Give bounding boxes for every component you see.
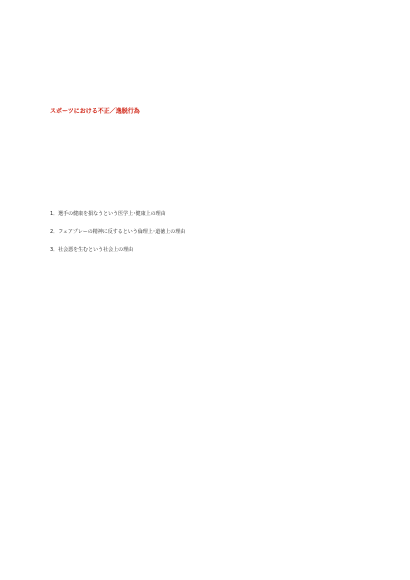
paragraph-text xyxy=(50,186,360,194)
spacer xyxy=(50,254,360,270)
spacer xyxy=(50,80,360,108)
section-paragraph-1 xyxy=(50,132,360,140)
spacer xyxy=(50,158,360,168)
paragraph-text xyxy=(50,54,360,62)
section-heading: スポーツにおける不正／逸脱行為 xyxy=(50,108,140,115)
paragraph-text xyxy=(50,288,360,296)
numbered-reasons-list xyxy=(50,210,360,254)
list-item: 1．選手の健康を損なうという医学上･健康上の理由 xyxy=(50,211,166,217)
spacer xyxy=(50,236,360,246)
spacer xyxy=(50,140,360,150)
paragraph-text xyxy=(50,132,360,140)
paragraph-text xyxy=(50,270,360,278)
spacer xyxy=(50,62,360,72)
section-paragraph-3 xyxy=(50,168,360,176)
section-paragraph-4 xyxy=(50,186,360,194)
paragraph-text xyxy=(50,150,360,158)
list-item: 3．社会悪を生むという社会上の理由 xyxy=(50,247,134,253)
spacer xyxy=(50,116,360,132)
intro-paragraph-1 xyxy=(50,54,360,62)
section-paragraph-2 xyxy=(50,150,360,158)
closing-paragraph-2 xyxy=(50,288,360,296)
spacer xyxy=(50,278,360,288)
paragraph-text xyxy=(50,72,360,80)
spacer xyxy=(50,218,360,228)
paragraph-text xyxy=(50,168,360,176)
spacer xyxy=(50,176,360,186)
closing-paragraph-1 xyxy=(50,270,360,278)
spacer xyxy=(50,194,360,210)
list-item: 2．フェアプレーの精神に反するという倫理上･道徳上の理由 xyxy=(50,229,186,235)
intro-paragraph-2 xyxy=(50,72,360,80)
